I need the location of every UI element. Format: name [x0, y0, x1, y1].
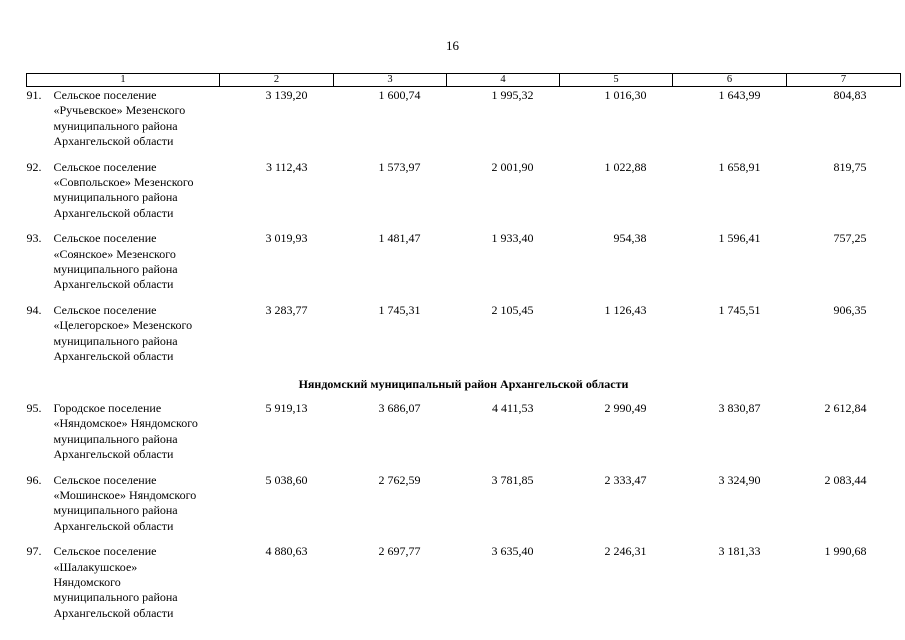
settlement-name-cell: [27, 472, 220, 544]
settlement-name-line: «Совпольское» Мезенского: [53, 175, 194, 190]
value-cell-col-4: 4 411,53: [491, 400, 534, 415]
settlement-name-cell: [27, 87, 220, 159]
settlement-name-line: «Няндомское» Няндомского: [53, 416, 198, 431]
value-cell-col-2: 3 019,93: [265, 231, 308, 246]
table-row: [27, 400, 901, 472]
value-cell-col-7: 1 990,68: [824, 544, 867, 559]
value-cell-col-4: 1 995,32: [491, 88, 534, 102]
value-cell-col-6: 3 181,33: [718, 544, 761, 559]
settlement-name-line: Архангельской области: [53, 447, 174, 462]
value-cell-col-7: 906,35: [833, 302, 867, 317]
value-cell-col-2: 4 880,63: [265, 544, 308, 559]
value-cell-col-7: 757,25: [833, 231, 867, 246]
value-cell-col-3: 2 762,59: [378, 472, 421, 487]
settlement-name-line: Сельское поселение: [53, 88, 157, 102]
settlement-name-line: Сельское поселение: [53, 302, 157, 317]
value-cell-col-4: 2 105,45: [491, 302, 534, 317]
row-index: 96.: [26, 472, 42, 487]
table-row: [27, 230, 901, 302]
value-cell-col-5: 954,38: [613, 231, 647, 246]
value-cell-col-5: 1 016,30: [604, 88, 647, 102]
settlement-name-line: Архангельской области: [53, 205, 174, 220]
col-header-4: 4: [447, 74, 560, 87]
settlement-name-line: Архангельской области: [53, 134, 174, 149]
value-cell-col-7: 2 612,84: [824, 400, 867, 415]
data-table: [26, 73, 901, 630]
col-header-7: 7: [787, 74, 901, 87]
settlement-name-line: Сельское поселение: [53, 544, 157, 559]
table-row: [27, 159, 901, 231]
col-header-6: 6: [673, 74, 787, 87]
row-index: 92.: [26, 159, 42, 174]
settlement-name-line: муниципального района: [53, 590, 178, 605]
value-cell-col-5: 2 246,31: [604, 544, 647, 559]
row-index: 95.: [26, 400, 42, 415]
table-row: [27, 302, 901, 374]
column-number-header: [27, 74, 901, 87]
settlement-name-line: муниципального района: [53, 333, 178, 348]
value-cell-col-7: 2 083,44: [824, 472, 867, 487]
value-cell-col-3: 2 697,77: [378, 544, 421, 559]
value-cell-col-4: 1 933,40: [491, 231, 534, 246]
settlement-name-line: муниципального района: [53, 262, 178, 277]
value-cell-col-6: 1 596,41: [718, 231, 761, 246]
value-cell-col-5: 2 333,47: [604, 472, 647, 487]
settlement-name-line: Архангельской области: [53, 349, 174, 364]
settlement-name-line: Архангельской области: [53, 277, 174, 292]
value-cell-col-7: 804,83: [833, 88, 867, 102]
table-row: [27, 472, 901, 544]
settlement-name-line: Архангельской области: [53, 605, 174, 620]
row-index: 93.: [26, 231, 42, 246]
settlement-name-line: «Целегорское» Мезенского: [53, 318, 193, 333]
value-cell-col-5: 2 990,49: [604, 400, 647, 415]
settlement-name-line: Няндомского: [53, 574, 121, 589]
page-number: 16: [446, 38, 459, 53]
settlement-name-line: муниципального района: [53, 118, 178, 133]
value-cell-col-6: 3 324,90: [718, 472, 761, 487]
value-cell-col-3: 1 745,31: [378, 302, 421, 317]
settlement-name-line: Сельское поселение: [53, 231, 157, 246]
col-header-3: 3: [334, 74, 447, 87]
value-cell-col-6: 1 745,51: [718, 302, 761, 317]
value-cell-col-7: 819,75: [833, 159, 867, 174]
col-header-2: 2: [220, 74, 334, 87]
value-cell-col-6: 1 643,99: [718, 88, 761, 102]
value-cell-col-3: 1 573,97: [378, 159, 421, 174]
value-cell-col-2: 3 112,43: [265, 159, 308, 174]
value-cell-col-3: 1 481,47: [378, 231, 421, 246]
settlement-name-cell: [27, 302, 220, 374]
value-cell-col-2: 3 283,77: [265, 302, 308, 317]
settlement-name-line: муниципального района: [53, 503, 178, 518]
value-cell-col-3: 3 686,07: [378, 400, 421, 415]
value-cell-col-2: 5 919,13: [265, 400, 308, 415]
value-cell-col-2: 5 038,60: [265, 472, 308, 487]
settlement-name-line: Архангельской области: [53, 518, 174, 533]
settlement-name-line: «Соянское» Мезенского: [53, 246, 176, 261]
value-cell-col-3: 1 600,74: [378, 88, 421, 102]
value-cell-col-5: 1 022,88: [604, 159, 647, 174]
value-cell-col-5: 1 126,43: [604, 302, 647, 317]
settlement-name-line: «Шалакушское»: [53, 559, 138, 574]
value-cell-col-6: 1 658,91: [718, 159, 761, 174]
settlement-name-line: муниципального района: [53, 431, 178, 446]
settlement-name-line: Городское поселение: [53, 400, 162, 415]
col-header-1: 1: [27, 74, 220, 87]
col-header-5: 5: [560, 74, 673, 87]
settlement-name-cell: [27, 159, 220, 231]
table-row: [27, 87, 901, 159]
value-cell-col-2: 3 139,20: [265, 88, 308, 102]
settlement-name-line: «Ручьевское» Мезенского: [53, 103, 186, 118]
settlement-name-cell: [27, 400, 220, 472]
value-cell-col-4: 3 635,40: [491, 544, 534, 559]
row-index: 97.: [26, 544, 42, 559]
value-cell-col-4: 2 001,90: [491, 159, 534, 174]
section-title: Няндомский муниципальный район Архангельской области: [298, 376, 629, 391]
row-index: 91.: [26, 88, 42, 102]
table-row: [27, 543, 901, 630]
settlement-name-line: Сельское поселение: [53, 472, 157, 487]
row-index: 94.: [26, 302, 42, 317]
settlement-name-line: Сельское поселение: [53, 159, 157, 174]
value-cell-col-6: 3 830,87: [718, 400, 761, 415]
settlement-name-line: «Мошинское» Няндомского: [53, 487, 197, 502]
section-header-row: [27, 374, 901, 400]
settlement-name-cell: [27, 230, 220, 302]
settlement-name-line: муниципального района: [53, 190, 178, 205]
value-cell-col-4: 3 781,85: [491, 472, 534, 487]
settlement-name-cell: [27, 543, 220, 630]
